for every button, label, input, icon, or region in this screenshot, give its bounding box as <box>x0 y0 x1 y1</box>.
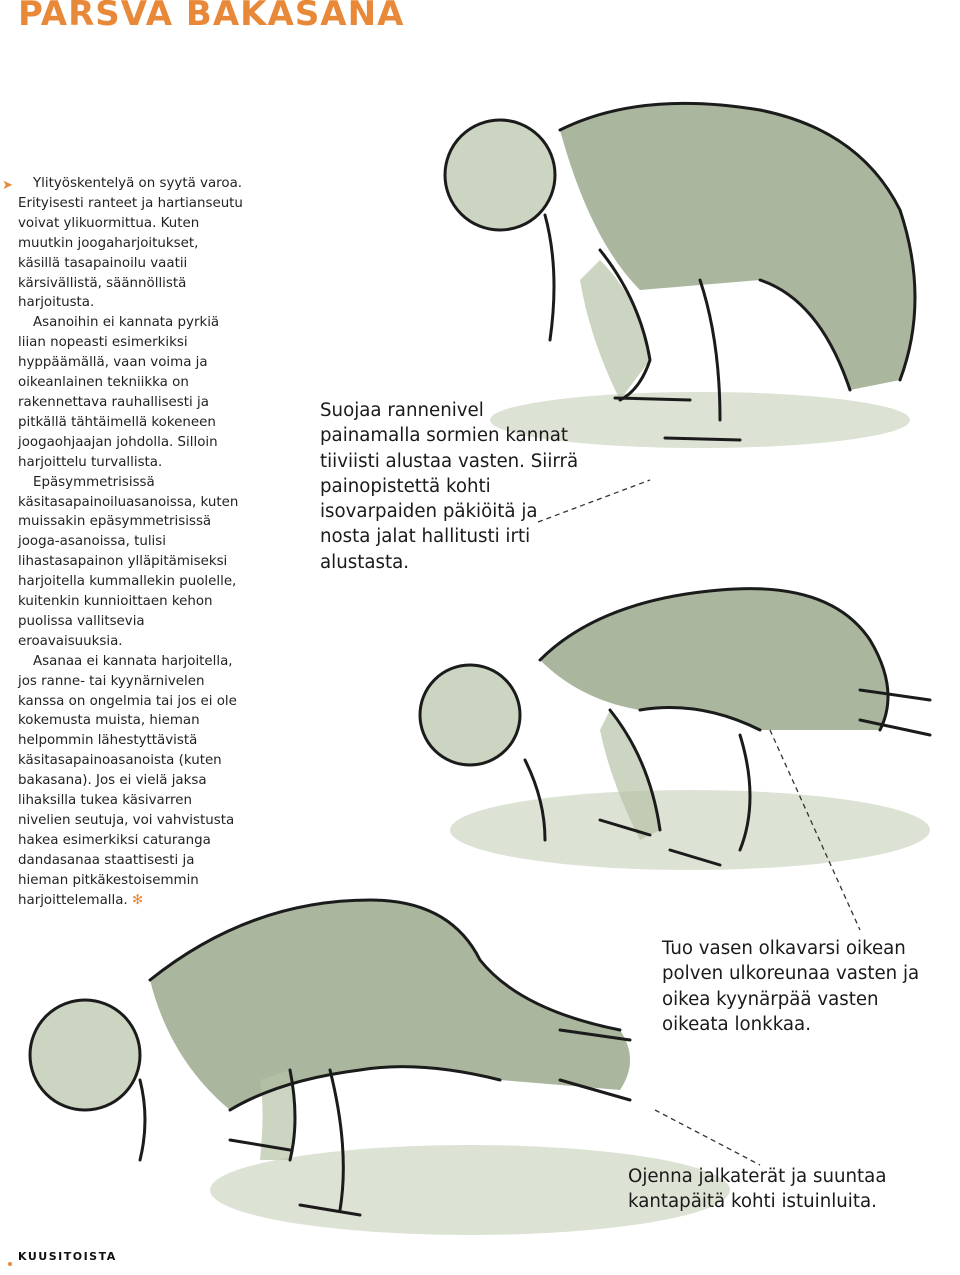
figure-weight-forward <box>420 589 930 870</box>
page-label: KUUSITOISTA <box>18 1250 117 1263</box>
paragraph-overexertion: Ylityöskentelyä on syytä varoa. Erityisesti ranteet ja hartianseutu voivat ylikuormittua. Kuten muutkin joogaharjoitukset, käsillä tasapainoilu vaatii kärsivällistä, säännöllistä harjoitusta. <box>18 176 243 311</box>
paragraph-contraindications-text: Asanaa ei kannata harjoitella, jos ranne- tai kyynärnivelen kanssa on ongelmia tai jos ei ole kokemusta muista, hieman helpommin lähestyttävistä käsitasapainoasanoista (kuten bakasana). Jos ei vielä jaksa lihaksilla tukea käsivarren nivelien seutuja, voi vahvistusta hakea esimerkiksi caturanga dandasanaa staattisesti ja hieman pitkäkestoisemmin harjoittelemalla. <box>18 653 237 908</box>
end-mark-icon: ✻ <box>131 892 144 908</box>
caption-arm-placement: Tuo vasen olkavarsi oikean polven ulkoreunaa vasten ja oikea kyynärpää vasten oikeata lonkkaa. <box>662 938 920 1035</box>
lead-arrow-icon: ➤ <box>2 178 13 193</box>
figure-full-pose <box>30 900 730 1235</box>
page-title: PARSVA BAKASANA <box>18 0 405 34</box>
figure-preparation <box>445 103 915 448</box>
paragraph-progression: Asanoihin ei kannata pyrkiä liian nopeasti esimerkiksi hyppäämällä, vaan voima ja oikeanlainen tekniikka on rakennettava rauhallisesti ja pitkällä tähtäimellä kokeneen joogaohjaajan johdolla. Silloin harjoittelu turvallista. <box>18 315 220 470</box>
caption-feet: Ojenna jalkaterät ja suuntaa kantapäitä kohti istuinluita. <box>628 1166 887 1213</box>
page-marker-icon <box>8 1262 12 1266</box>
paragraph-asymmetry: Epäsymmetrisissä käsitasapainoiluasanoissa, kuten muissakin epäsymmetrisissä jooga-asanoissa, tulisi lihastasapainon ylläpitämiseksi harjoitella kummallekin puolelle, kuitenkin kunnioittaen kehon puolissa vallitsevia eroavaisuuksia. <box>18 474 239 649</box>
leader-line-feet <box>655 1110 760 1165</box>
caption-wrist-support: Suojaa rannenivel painamalla sormien kannat tiiviisti alustaa vasten. Siirrä painopistettä kohti isovarpaiden päkiöitä ja nosta jalat hallitusti irti alustasta. <box>320 400 579 573</box>
